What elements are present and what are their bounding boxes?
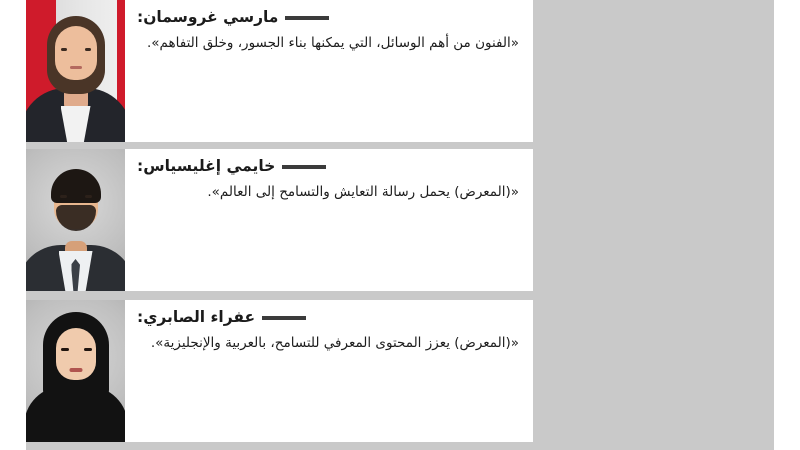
- portrait-face: [55, 26, 97, 80]
- speaker-portrait: [26, 149, 125, 291]
- speaker-name: خايمي إغليسياس:: [137, 157, 276, 175]
- portrait-face: [56, 328, 96, 380]
- speaker-name-row: [137, 158, 519, 175]
- right-gutter: [774, 0, 800, 450]
- speaker-name: عفراء الصابري:: [137, 308, 256, 326]
- speaker-portrait: [26, 300, 125, 442]
- quote-text: «(المعرض) يحمل رسالة التعايش والتسامح إلى العالم».: [207, 184, 519, 201]
- portrait-eye-left: [60, 195, 67, 198]
- portrait-eye-right: [85, 48, 91, 51]
- quote-card: [26, 149, 533, 291]
- quote-text-column: [125, 149, 533, 291]
- quote-text-column: [125, 300, 533, 442]
- speaker-name-row: [137, 309, 519, 326]
- portrait-eye-left: [61, 348, 69, 351]
- speaker-portrait: [26, 0, 125, 142]
- accent-rule: [282, 165, 326, 169]
- portrait-eye-left: [61, 48, 67, 51]
- portrait-eye-right: [84, 348, 92, 351]
- quote-text: «(المعرض) يعزز المحتوى المعرفي للتسامح، بالعربية والإنجليزية».: [150, 335, 519, 352]
- accent-rule: [262, 316, 306, 320]
- quote-card: [26, 0, 533, 142]
- portrait-eye-right: [85, 195, 92, 198]
- quote-card-list: [26, 0, 774, 450]
- speaker-name-row: [137, 9, 519, 26]
- quote-text: «الفنون من أهم الوسائل، التي يمكنها بناء الجسور، وخلق التفاهم».: [146, 35, 519, 52]
- quote-card: [26, 300, 533, 442]
- portrait-lips: [69, 368, 82, 372]
- portrait-mouth: [70, 66, 82, 69]
- quote-text-column: [125, 0, 533, 142]
- accent-rule: [285, 16, 329, 20]
- speaker-name: مارسي غروسمان:: [137, 8, 279, 26]
- left-gutter: [0, 0, 26, 450]
